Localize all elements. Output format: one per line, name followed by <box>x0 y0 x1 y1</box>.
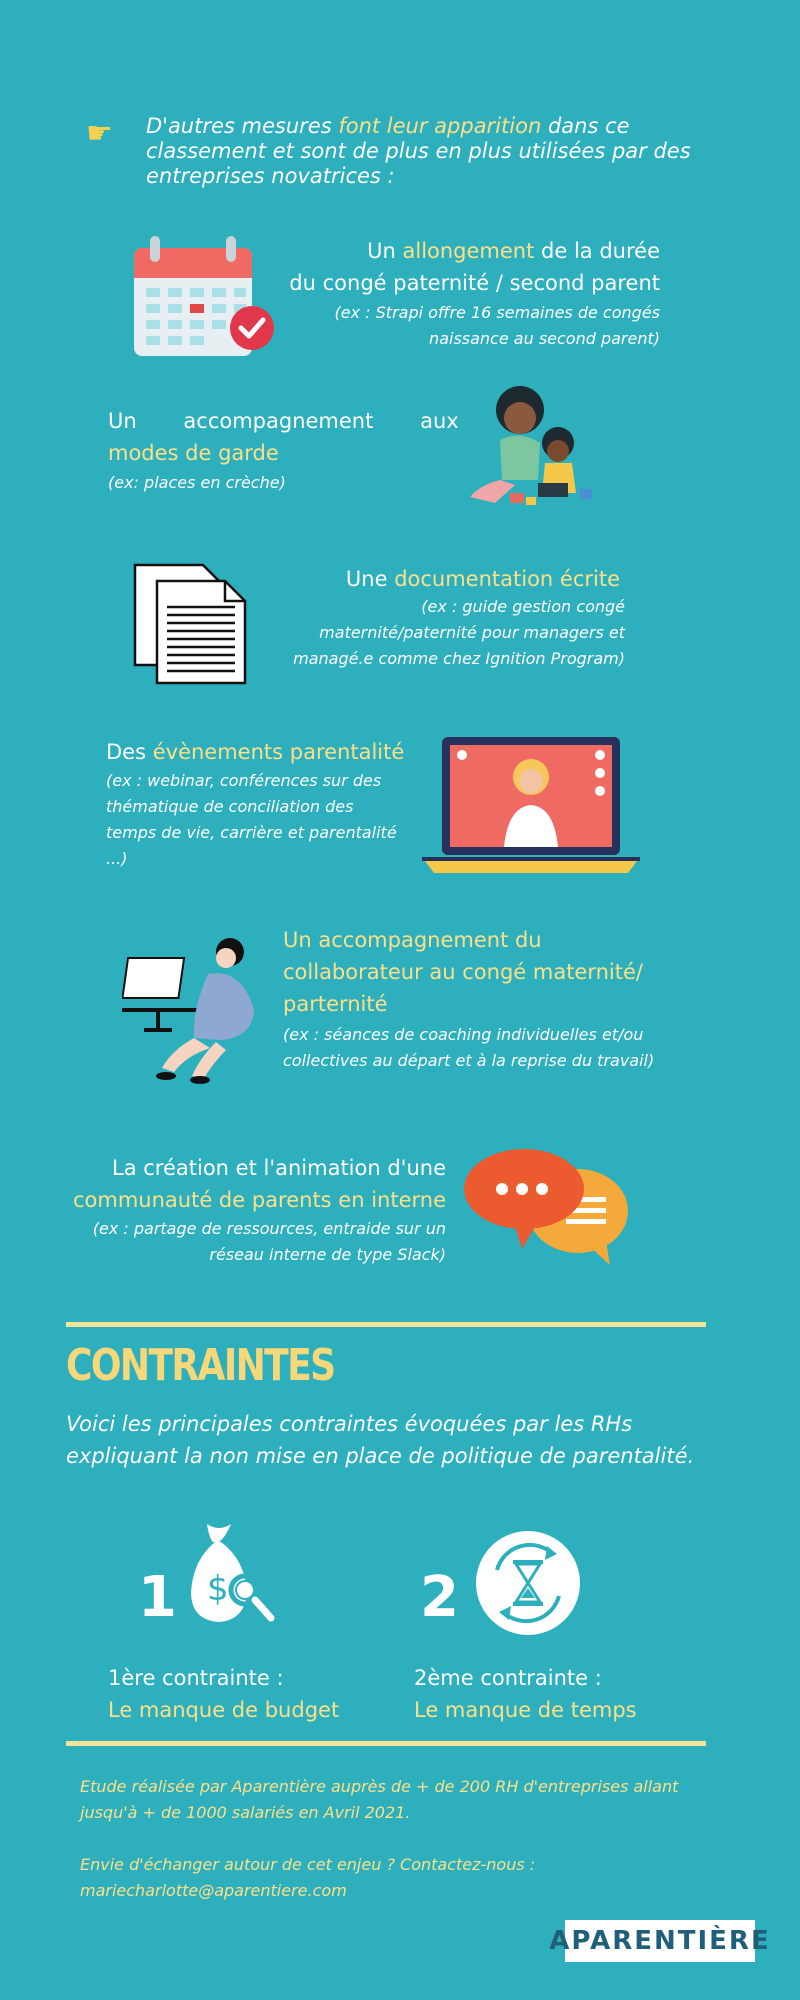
constraint-1-value: Le manque de budget <box>108 1698 340 1722</box>
measure-6-line1: La création et l'animation d'une <box>112 1156 446 1180</box>
footer-study: Etude réalisée par Aparentière auprès de + de 200 RH d'entreprises allant jusqu'à + de 1000 salariés en Avril 2021. <box>80 1777 679 1822</box>
measure-3-example <box>240 594 625 672</box>
measure-3-title <box>250 563 620 595</box>
measure-4-example-line2: thématique de conciliation des <box>106 797 354 816</box>
hourglass-cycle-icon <box>475 1530 581 1640</box>
measure-5-example-line1: (ex : séances de coaching individuelles et/ou <box>283 1025 644 1044</box>
pointing-hand-icon: ☛ <box>86 116 113 151</box>
measure-4-example-line1: (ex : webinar, conférences sur des <box>106 771 382 790</box>
constraint-2-text <box>414 1662 637 1726</box>
measure-6-title <box>50 1152 446 1216</box>
measure-5-example-line2: collectives au départ et à la reprise du travail) <box>283 1051 655 1070</box>
measure-4-prefix: Des <box>106 740 153 764</box>
kids-playing-illustration <box>440 385 615 519</box>
intro-highlight: font leur apparition <box>338 114 542 138</box>
intro-part2: dans ce classement et sont de plus en plus utilisées par des entreprises novatrices : <box>146 114 691 188</box>
measure-5-title-line3: parternité <box>283 992 388 1016</box>
constraints-title: CONTRAINTES <box>66 1340 335 1391</box>
measure-5-title-line2: collaborateur au congé maternité/ <box>283 960 643 984</box>
measure-1-example-line2: naissance au second parent) <box>429 329 660 348</box>
constraints-subtitle: Voici les principales contraintes évoquées par les RHs expliquant la non mise en place de politique de parentalité. <box>66 1412 695 1468</box>
svg-text:$: $ <box>207 1569 229 1609</box>
measure-1-prefix: Un <box>367 239 403 263</box>
measure-3-example-line1: (ex : guide gestion congé <box>421 597 625 616</box>
measure-1-text <box>250 235 660 299</box>
measure-2-highlight: modes de garde <box>108 441 279 465</box>
constraint-1-label: 1ère contrainte : <box>108 1666 284 1690</box>
intro-part1: D'autres mesures <box>146 114 339 138</box>
section-divider <box>66 1322 706 1327</box>
footer-divider <box>66 1741 706 1746</box>
constraint-1-number: 1 <box>138 1565 177 1630</box>
constraint-2-value: Le manque de temps <box>414 1698 637 1722</box>
measure-4-title <box>106 736 404 768</box>
measure-2-line1: Un accompagnement aux <box>108 409 459 433</box>
laptop-video-call-illustration <box>422 735 640 881</box>
intro-text <box>146 114 706 189</box>
pregnant-woman-desk-illustration <box>122 930 262 1089</box>
measure-2-text <box>108 405 459 469</box>
measure-2-example: (ex: places en crèche) <box>108 473 286 492</box>
measure-5-title-line1: Un accompagnement du <box>283 928 542 952</box>
footer-contact: Envie d'échanger autour de cet enjeu ? Contactez-nous : mariecharlotte@aparentiere.com <box>80 1855 536 1900</box>
constraint-2-number: 2 <box>420 1565 459 1630</box>
measure-1-suffix: de la durée <box>534 239 660 263</box>
measure-4-example <box>106 768 426 872</box>
constraint-2-label: 2ème contrainte : <box>414 1666 602 1690</box>
measure-5-title <box>283 924 703 1020</box>
money-bag-search-icon <box>185 1520 277 1636</box>
measure-3-highlight: documentation écrite <box>394 567 620 591</box>
measure-3-example-line3: managé.e comme chez Ignition Program) <box>293 649 625 668</box>
measure-1-line2: du congé paternité / second parent <box>289 271 660 295</box>
measure-6-example <box>50 1216 446 1268</box>
measure-3-prefix: Une <box>345 567 395 591</box>
measure-1-example <box>250 300 660 352</box>
measure-6-example-line2: réseau interne de type Slack) <box>209 1245 446 1264</box>
chat-bubbles-icon <box>460 1145 636 1271</box>
measure-1-example-line1: (ex : Strapi offre 16 semaines de congés <box>334 303 660 322</box>
measure-6-example-line1: (ex : partage de ressources, entraide sur un <box>92 1219 446 1238</box>
measure-4-example-line3: temps de vie, carrière et parentalité <box>106 823 397 842</box>
constraint-1-text <box>108 1662 339 1726</box>
aparentiere-logo: APARENTIÈRE <box>565 1920 755 1962</box>
documents-icon <box>133 563 248 689</box>
measure-3-example-line2: maternité/paternité pour managers et <box>319 623 625 642</box>
measure-4-example-line4: ...) <box>106 849 128 868</box>
measure-5-example <box>283 1022 723 1074</box>
measure-1-highlight: allongement <box>402 239 535 263</box>
measure-6-highlight: communauté de parents en interne <box>72 1188 446 1212</box>
measure-4-highlight: évènements parentalité <box>152 740 405 764</box>
